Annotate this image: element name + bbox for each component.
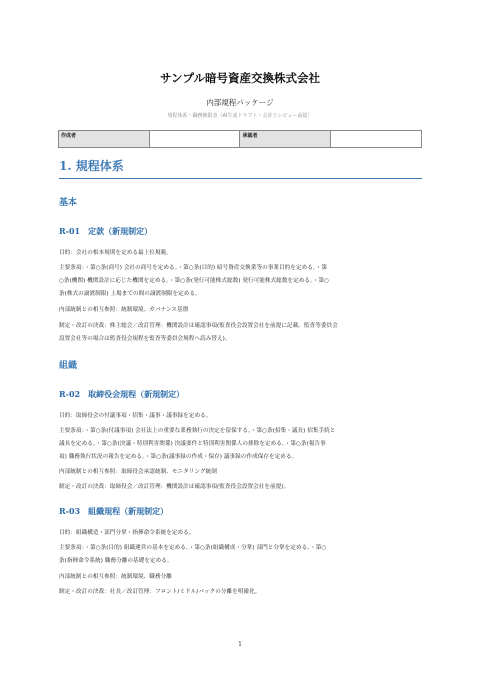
author-label: 作成者	[59, 131, 150, 148]
revision-line: 制定・改訂の決裁：株主総会／改訂管理：機関設計は確認事項(監査役会設置会社を前提に記載。監査等委員会	[59, 323, 338, 329]
approver-value[interactable]	[331, 131, 422, 148]
reg-heading-r03	[59, 506, 176, 517]
author-value[interactable]	[149, 131, 240, 148]
clause-line: ○条(機関) 機関設計に応じた機関を定める。・第○条(発行可能株式総数) 発行可能株式総数を定める。・第○	[59, 278, 330, 285]
reg-relation: 内部統制との相互参照：統制環境、ガバナンス基盤	[59, 307, 189, 313]
clause-line: 主要条項：・第○条(商号) 会社の商号を定める。・第○条(目的) 暗号資産交換業等の事業目的を定める。・第	[59, 265, 328, 271]
reg-title: 定款（新規制定）	[88, 226, 153, 236]
clause-line: 条(株式の譲渡制限) 上場までの間の譲渡制限を定める。	[59, 291, 201, 298]
reg-heading-r02	[59, 389, 192, 400]
reg-title: 組織規程（新規制定）	[88, 506, 169, 516]
reg-revision	[59, 586, 422, 599]
signoff-table	[58, 130, 422, 148]
reg-code: R-02	[59, 389, 81, 399]
reg-main-clauses	[59, 262, 422, 302]
reg-purpose: 目的：組織構造・部門分掌・指揮命令系統を定める。	[59, 530, 195, 536]
clause-line: 条(指揮命令系統) 職務分離の基礎を定める。	[59, 558, 173, 565]
revision-line: 設置会社等の場合は監査役会規程を監査等委員会規程へ読み替え)。	[59, 336, 231, 343]
reg-relation: 内部統制との相互参照：取締役会承認統制、モニタリング統制	[59, 469, 217, 475]
document-note: 規程体系・職務権限表（AI生成ドラフト・会計士レビュー前提）	[167, 113, 313, 119]
approver-label: 承認者	[240, 131, 331, 148]
document-subtitle: 内部規程パッケージ	[206, 98, 274, 107]
reg-main-clauses	[59, 425, 422, 465]
clause-line: 主要条項：・第○条(目的) 組織運営の基本を定める。・第○条(組織構成・分掌) 部門と分掌を定める。・第○	[59, 545, 327, 551]
reg-main-clauses	[59, 542, 422, 568]
section-title: 1. 規程体系	[59, 159, 124, 173]
clause-line: 項) 職務執行状況の報告を定める。・第○条(議事録の作成・保存) 議事録の作成保存を定める。	[59, 454, 298, 461]
clause-line: 議長を定める。・第○条(決議・特別利害関係) 決議要件と特別利害関係人の排除を定める。・第○条(報告事	[59, 441, 326, 448]
reg-title: 取締役会規程（新規制定）	[88, 389, 185, 399]
page-number: 1	[238, 641, 242, 648]
reg-relation: 内部統制との相互参照：統制環境、職務分離	[59, 574, 172, 580]
company-title: サンプル暗号資産交換株式会社	[160, 71, 320, 85]
reg-revision	[59, 320, 422, 346]
section-divider	[59, 178, 422, 179]
reg-revision	[59, 481, 422, 494]
reg-code: R-03	[59, 506, 81, 516]
revision-line: 制定・改訂の決裁：取締役会／改訂管理：機関設計は確認事項(監査役会設置会社を前提)。	[59, 484, 290, 490]
clause-line: 主要条項：・第○条(付議事項) 会社法上の重要な業務執行の決定を留保する。・第○条(招集・議長) 招集手続と	[59, 428, 336, 434]
reg-heading-r01	[59, 226, 160, 237]
reg-purpose: 目的：取締役会の付議事項・招集・議事・議事録を定める。	[59, 413, 212, 419]
group-heading-basic: 基本	[59, 198, 78, 208]
reg-code: R-01	[59, 226, 81, 236]
revision-line: 制定・改訂の決裁：社長／改訂管理：フロント/ミドル/バックの分離を明確化。	[59, 589, 261, 595]
group-heading-organization: 組織	[59, 361, 78, 371]
reg-purpose: 目的：会社の根本規則を定める最上位規範。	[59, 250, 172, 256]
